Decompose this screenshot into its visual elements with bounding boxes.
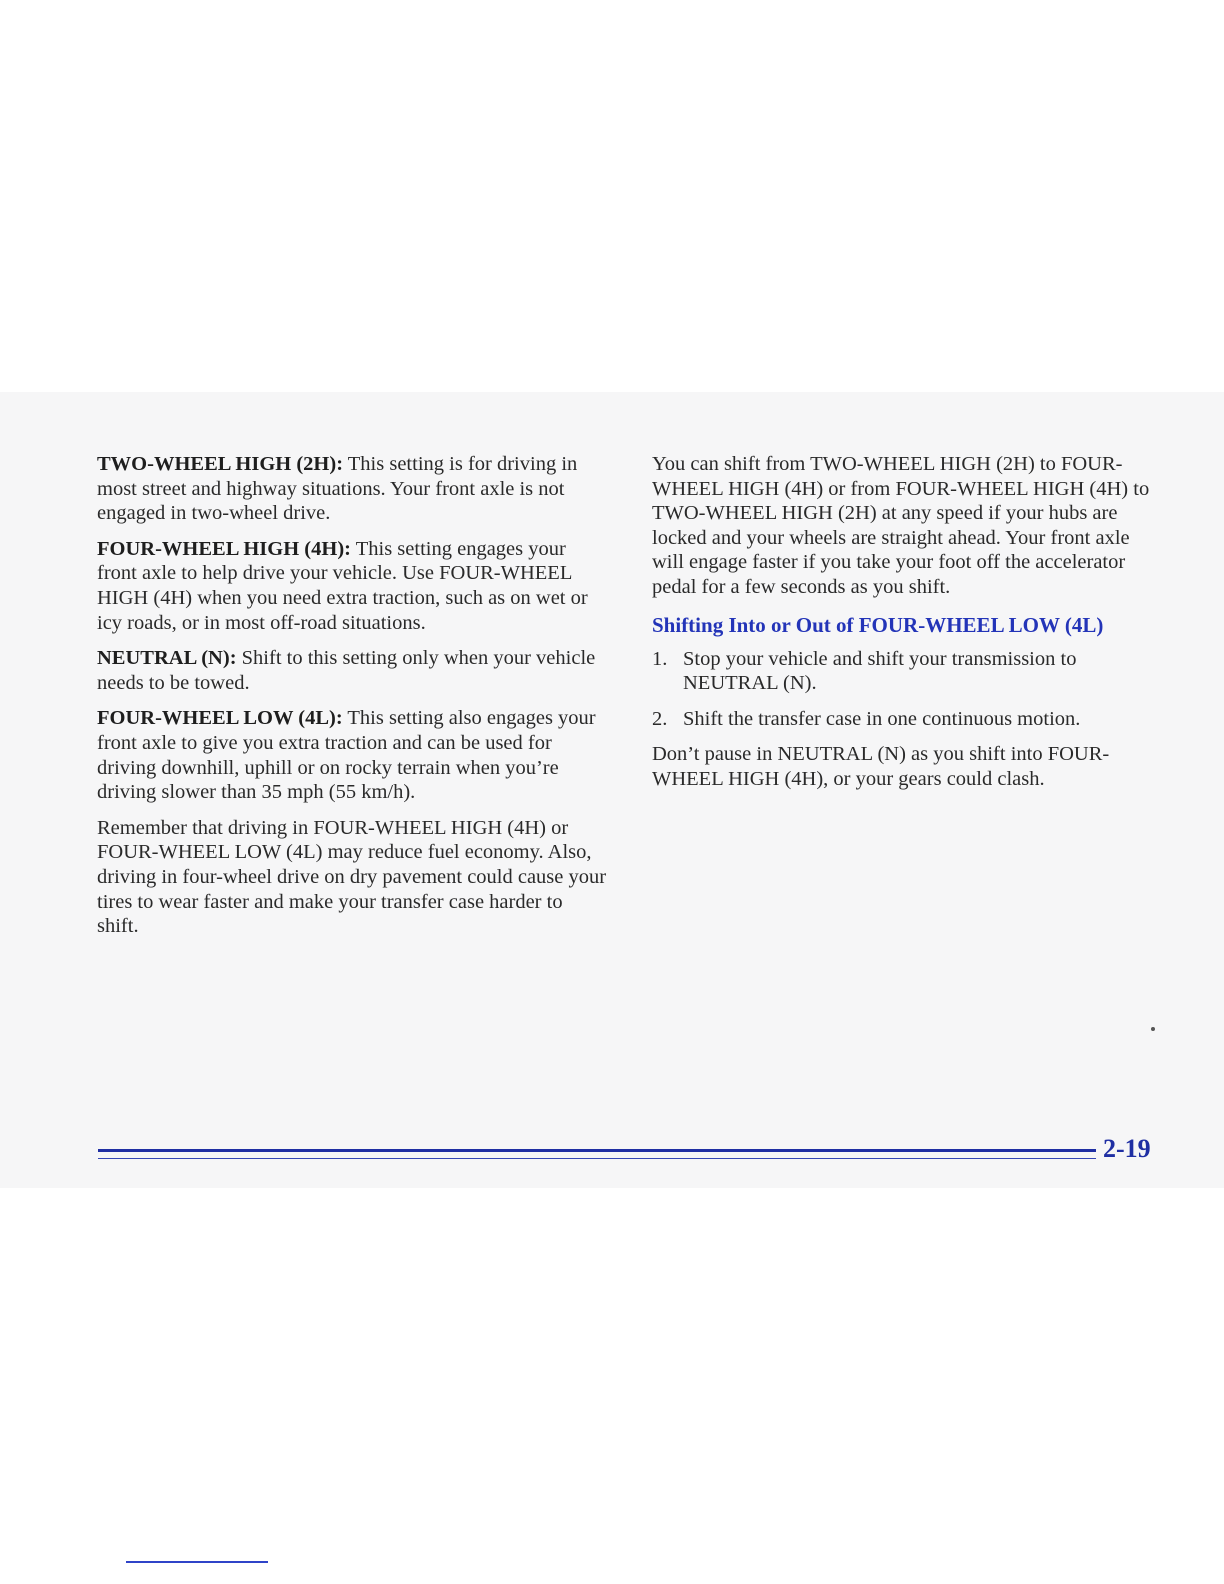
step-number: 2. bbox=[652, 707, 668, 730]
step-number: 1. bbox=[652, 647, 668, 670]
text-neutral: Shift to this setting only when your vehicle needs to be towed. bbox=[97, 647, 596, 694]
step-text: Shift the transfer case in one continuous motion. bbox=[683, 707, 1081, 730]
left-column bbox=[97, 452, 609, 950]
text-two-wheel-high: This setting is for driving in most street and highway situations. Your front axle is not engaged in two-wheel drive. bbox=[97, 453, 578, 525]
term-neutral: NEUTRAL (N): bbox=[97, 647, 237, 670]
paragraph-fuel-economy-note: Remember that driving in FOUR-WHEEL HIGH (4H) or FOUR-WHEEL LOW (4L) may reduce fuel economy. Also, driving in four-wheel drive on dry pavement could cause your tires to wear faster and make your transfer case harder to shift. bbox=[97, 816, 607, 938]
paragraph-four-wheel-low bbox=[97, 706, 609, 804]
section-heading: Shifting Into or Out of FOUR-WHEEL LOW (4L) bbox=[652, 612, 1104, 637]
footer-rule-thick bbox=[98, 1149, 1096, 1152]
steps-list bbox=[652, 647, 1152, 732]
list-item bbox=[652, 707, 1152, 732]
right-column bbox=[652, 452, 1152, 803]
step-text: Stop your vehicle and shift your transmission to NEUTRAL (N). bbox=[683, 647, 1077, 695]
term-four-wheel-high: FOUR-WHEEL HIGH (4H): bbox=[97, 537, 351, 560]
paragraph-shift-any-speed: You can shift from TWO-WHEEL HIGH (2H) to FOUR-WHEEL HIGH (4H) or from FOUR-WHEEL HIGH (4H) to TWO-WHEEL HIGH (2H) at any speed if your hubs are locked and your wheels are straight ahead. Your front axle will engage faster if you take your foot off the accelerator pedal for a few seconds as you shift. bbox=[652, 453, 1150, 598]
list-item bbox=[652, 647, 1152, 696]
paragraph-two-wheel-high bbox=[97, 452, 609, 526]
stray-dot bbox=[1151, 1027, 1155, 1031]
paragraph-four-wheel-high bbox=[97, 537, 609, 635]
text-four-wheel-low: This setting also engages your front axle to give you extra traction and can be used for driving downhill, uphill or on rocky terrain when you’re driving slower than 35 mph (55 km/h). bbox=[97, 707, 596, 804]
page-number: 2-19 bbox=[1103, 1134, 1151, 1163]
footer-rule-thin bbox=[98, 1158, 1096, 1159]
term-two-wheel-high: TWO-WHEEL HIGH (2H): bbox=[97, 453, 344, 475]
bottom-link-underline[interactable] bbox=[126, 1561, 268, 1563]
paragraph-neutral bbox=[97, 646, 609, 695]
text-four-wheel-high: This setting engages your front axle to help drive your vehicle. Use FOUR-WHEEL HIGH (4H) when you need extra traction, such as on wet or icy roads, or in most off-road situations. bbox=[97, 537, 588, 634]
paragraph-dont-pause: Don’t pause in NEUTRAL (N) as you shift into FOUR-WHEEL HIGH (4H), or your gears could clash. bbox=[652, 743, 1110, 790]
term-four-wheel-low: FOUR-WHEEL LOW (4L): bbox=[97, 707, 343, 730]
